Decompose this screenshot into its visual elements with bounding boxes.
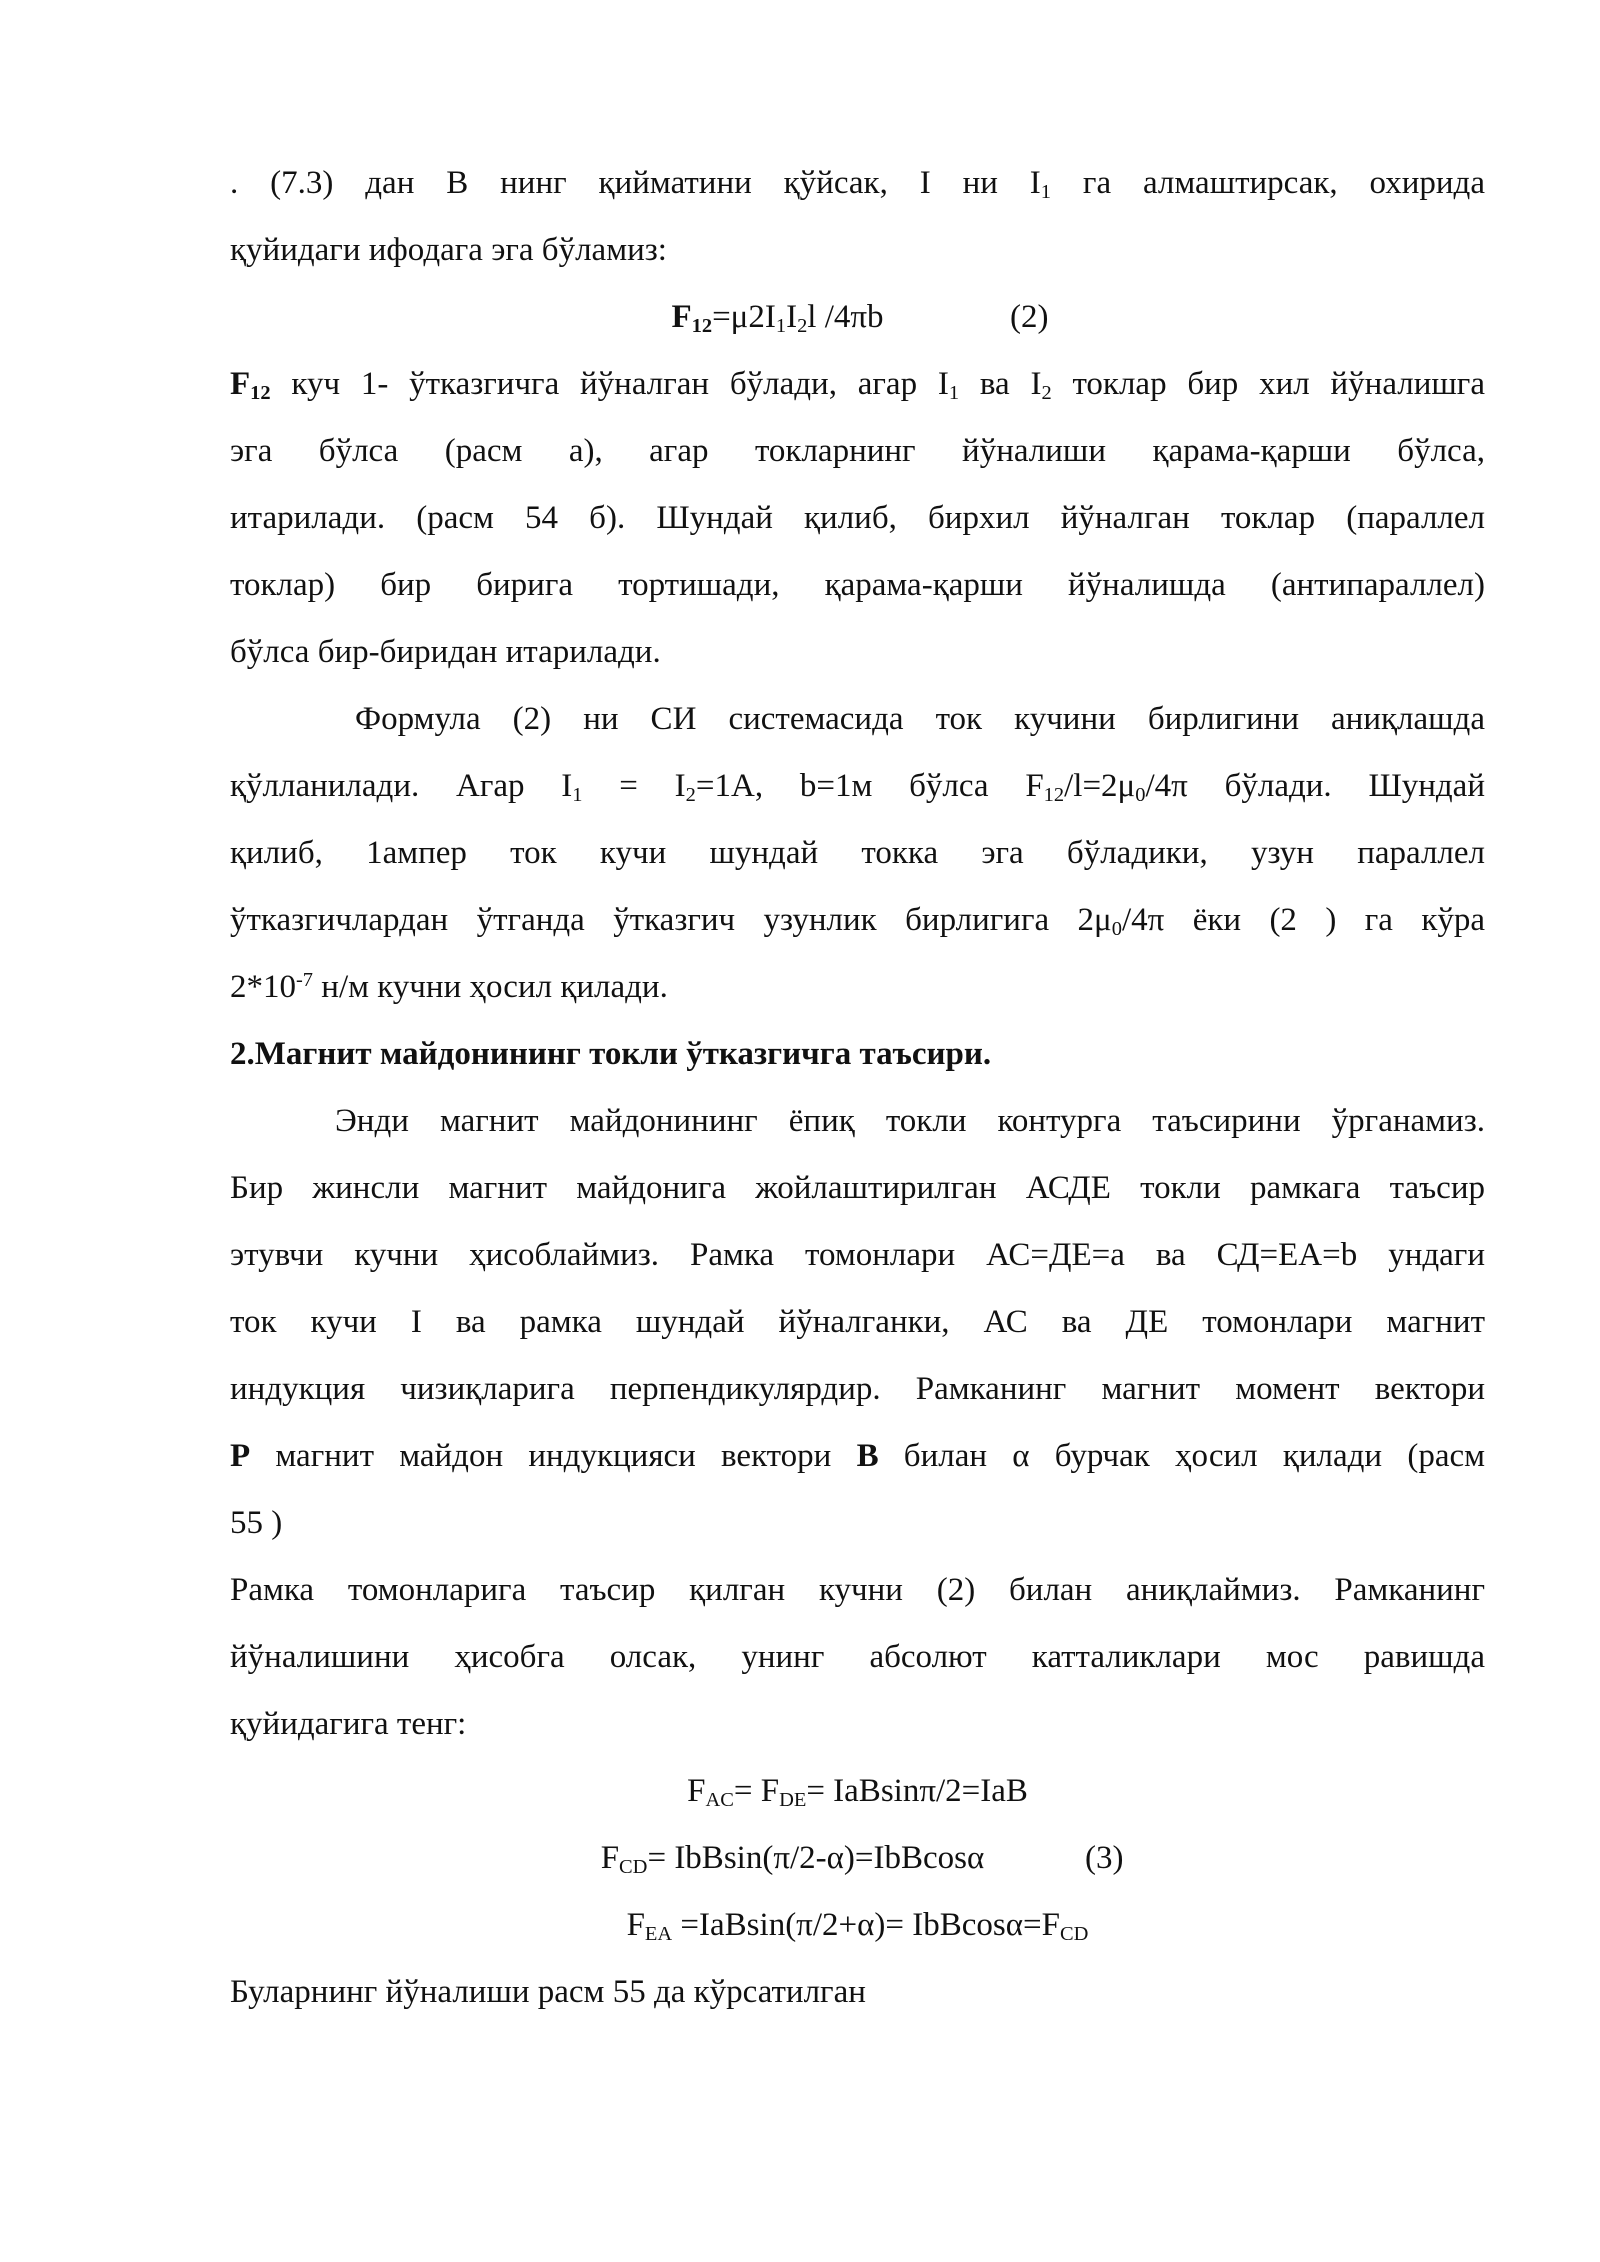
text-span: = F — [733, 1773, 780, 1809]
text-span: магнит майдон индукцияси вектори — [250, 1438, 857, 1474]
formula-fcd — [230, 1825, 1485, 1892]
subscript: 1 — [775, 315, 787, 338]
paragraph-line — [230, 1423, 1485, 1490]
paragraph-line: эга бўлса (расм а), агар токларнинг йўналиши қарама-қарши бўлса, — [230, 433, 1485, 469]
bold-symbol: F — [230, 366, 251, 402]
text-span: . (7.3) дан В нинг қийматини қўйсак, I ни I — [230, 165, 1041, 201]
formula-expression — [230, 1892, 1485, 1959]
formula-expression — [230, 284, 1485, 351]
paragraph-line: Буларнинг йўналиши расм 55 да кўрсатилган — [230, 1974, 866, 2010]
paragraph-line: ток кучи I ва рамка шундай йўналганки, АС ва ДЕ томонлари магнит — [230, 1304, 1485, 1340]
subscript: DE — [779, 1789, 807, 1812]
paragraph-line: токлар) бир бирига тортишади, қарама-қарши йўналишда (антипараллел) — [230, 567, 1485, 603]
text-span: га алмаштирсак, охирида — [1051, 165, 1485, 201]
subscript: 1 — [1040, 181, 1052, 204]
subscript: 0 — [1135, 784, 1146, 807]
paragraph-line: йўналишини ҳисобга олсак, унинг абсолют катталиклари мос равишда — [230, 1639, 1485, 1675]
subscript: 12 — [1043, 784, 1065, 807]
paragraph-line: Рамка томонларига таъсир қилган кучни (2) билан аниқлаймиз. Рамканинг — [230, 1572, 1485, 1608]
paragraph-line: қуйидаги ифодага эга бўламиз: — [230, 232, 667, 268]
paragraph-line: Энди магнит майдонининг ёпиқ токли контурга таъсирини ўрганамиз. — [335, 1103, 1485, 1139]
formula-number: (3) — [1085, 1840, 1124, 1876]
paragraph-line — [230, 887, 1485, 954]
paragraph-line: итарилади. (расм 54 б). Шундай қилиб, бирхил йўналган токлар (параллел — [230, 500, 1485, 536]
text-span: ўтказгичлардан ўтганда ўтказгич узунлик бирлигига 2μ — [230, 902, 1112, 938]
paragraph-line — [230, 351, 1485, 418]
bold-symbol: Р — [230, 1438, 251, 1474]
text-span: куч 1- ўтказгичга йўналган бўлади, агар I — [270, 366, 949, 402]
text-span: /l=2μ — [1064, 768, 1136, 804]
text-span: F — [626, 1907, 645, 1943]
subscript: 2 — [797, 315, 808, 338]
paragraph-line: қуйидагига тенг: — [230, 1706, 467, 1742]
subscript: 2 — [1041, 382, 1052, 405]
subscript: 2 — [685, 784, 696, 807]
text-span: билан α бурчак ҳосил қилади (расм — [878, 1438, 1485, 1474]
section-heading: 2.Магнит майдонининг токли ўтказгичга таъсири. — [230, 1036, 992, 1072]
text-span: =IaBsin(π/2+α)= IbBcosα=F — [672, 1907, 1061, 1943]
paragraph-line — [230, 753, 1485, 820]
text-span: /4π ёки (2 ) га кўра — [1121, 902, 1486, 938]
text-span: =1А, b=1м бўлса F — [695, 768, 1044, 804]
text-span: = IaBsinπ/2=IaB — [806, 1773, 1028, 1809]
text-span: токлар бир хил йўналишга — [1051, 366, 1485, 402]
subscript: EA — [644, 1923, 673, 1946]
text-span: /4π бўлади. Шундай — [1145, 768, 1485, 804]
subscript: 1 — [572, 784, 583, 807]
text-span: I — [786, 299, 798, 335]
formula-expression — [230, 1758, 1485, 1825]
text-span: н/м кучни ҳосил қилади. — [313, 969, 668, 1005]
document-page — [230, 150, 1485, 2026]
formula-expression — [230, 1825, 1485, 1892]
text-span: = IbBsin(π/2-α)=IbBcosα — [647, 1840, 985, 1876]
paragraph-line: бўлса бир-биридан итарилади. — [230, 634, 661, 670]
paragraph-line: 55 ) — [230, 1505, 283, 1541]
paragraph-line — [230, 150, 1485, 217]
paragraph-line: индукция чизиқларига перпендикулярдир. Рамканинг магнит момент вектори — [230, 1371, 1485, 1407]
text-span: қўлланилади. Агар I — [230, 768, 573, 804]
subscript: 12 — [691, 315, 713, 338]
subscript: CD — [1060, 1923, 1089, 1946]
formula-fac — [230, 1758, 1485, 1825]
text-span: = I — [582, 768, 686, 804]
text-span: ва I — [959, 366, 1042, 402]
text-span: 2*10 — [230, 969, 296, 1005]
paragraph-line: қилиб, 1ампер ток кучи шундай токка эга бўладики, узун параллел — [230, 835, 1485, 871]
subscript: 12 — [250, 382, 271, 405]
paragraph-line: Бир жинсли магнит майдонига жойлаштирилган АСДЕ токли рамкага таъсир — [230, 1170, 1485, 1206]
formula-number: (2) — [1010, 299, 1049, 335]
bold-symbol: В — [856, 1438, 879, 1474]
formula-symbol: F — [671, 299, 692, 335]
formula-fea — [230, 1892, 1485, 1959]
subscript: CD — [619, 1856, 648, 1879]
subscript: AC — [705, 1789, 734, 1812]
text-span: F — [600, 1840, 620, 1876]
text-span: l /4πb — [807, 299, 884, 335]
subscript: 1 — [948, 382, 960, 405]
paragraph-line — [230, 954, 1485, 1021]
formula-f12 — [230, 284, 1485, 351]
text-span: F — [687, 1773, 706, 1809]
paragraph-line: этувчи кучни ҳисоблаймиз. Рамка томонлари АС=ДЕ=а ва СД=ЕА=b ундаги — [230, 1237, 1485, 1273]
subscript: 0 — [1111, 918, 1122, 941]
paragraph-line: Формула (2) ни СИ системасида ток кучини бирлигини аниқлашда — [355, 701, 1485, 737]
text-span: =μ2I — [712, 299, 776, 335]
superscript: -7 — [296, 968, 314, 991]
